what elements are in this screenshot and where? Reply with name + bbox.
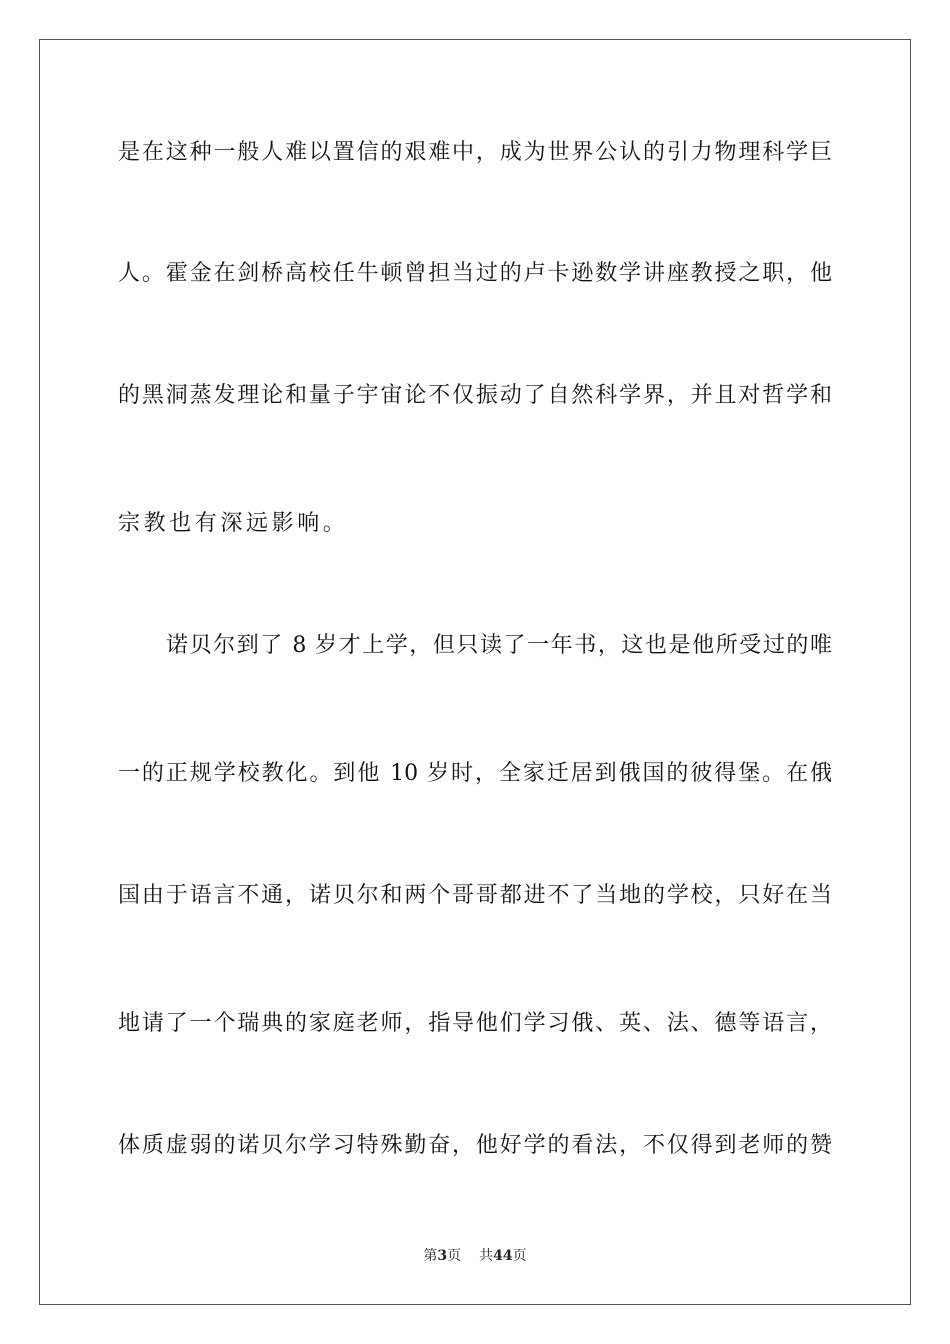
text-line: 一的正规学校教化。到他 10 岁时，全家迁居到俄国的彼得堡。在俄 [118,761,832,786]
text-line: 的黑洞蒸发理论和量子宇宙论不仅振动了自然科学界，并且对哲学和 [118,383,832,408]
text-line: 国由于语言不通，诺贝尔和两个哥哥都进不了当地的学校，只好在当 [118,883,832,908]
paragraph-first-line: 诺贝尔到了 8 岁才上学，但只读了一年书，这也是他所受过的唯 [166,633,832,658]
footer-total-pages: 44 [493,1248,513,1264]
footer-page-number: 3 [437,1248,448,1264]
page-border [39,39,911,1305]
footer-total-suffix: 页 [512,1248,527,1264]
text-line: 地请了一个瑞典的家庭老师，指导他们学习俄、英、法、德等语言， [118,1011,832,1036]
footer-total-prefix: 共 [479,1248,494,1264]
page-footer [0,1247,950,1265]
text-line: 人。霍金在剑桥高校任牛顿曾担当过的卢卡逊数学讲座教授之职，他 [118,261,832,286]
footer-page-prefix: 第 [423,1248,438,1264]
footer-page-suffix: 页 [447,1248,462,1264]
text-line: 是在这种一般人难以置信的艰难中，成为世界公认的引力物理科学巨 [118,140,832,165]
text-line: 体质虚弱的诺贝尔学习特殊勤奋，他好学的看法，不仅得到老师的赞 [118,1133,832,1158]
text-line: 宗教也有深远影响。 [118,511,349,536]
